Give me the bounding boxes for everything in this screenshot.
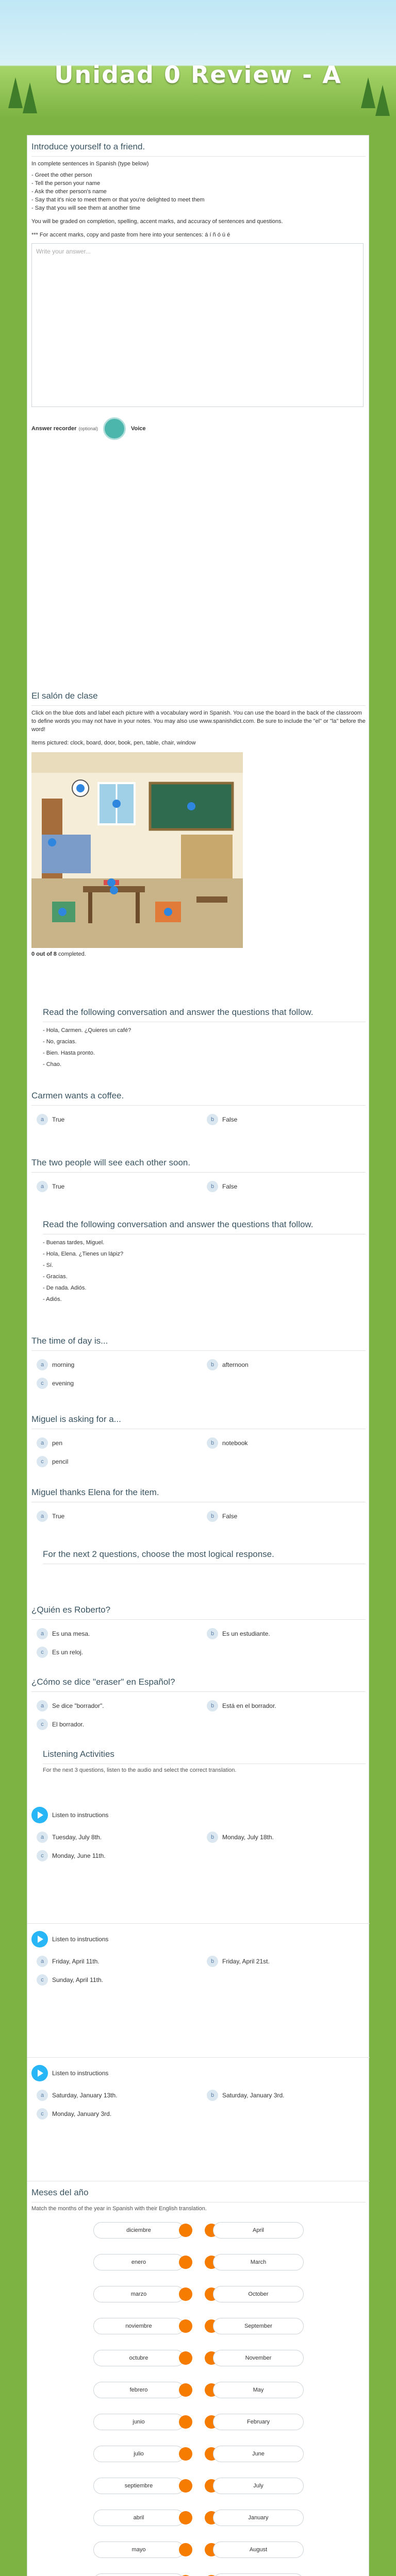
option-label: Monday, January 3rd. bbox=[52, 2110, 112, 2117]
match-left-item[interactable]: junio bbox=[93, 2414, 184, 2430]
match-row bbox=[31, 2382, 366, 2398]
page-title: Unidad 0 Review - A bbox=[54, 61, 342, 89]
question-title: For the next 2 questions, choose the most logical response. bbox=[43, 1543, 366, 1564]
play-icon[interactable] bbox=[31, 1807, 48, 1823]
question-listen-3 bbox=[27, 2057, 370, 2128]
option-label: Monday, July 18th. bbox=[222, 1834, 274, 1841]
letter-badge: b bbox=[207, 1359, 218, 1370]
question-thanks bbox=[27, 1481, 370, 1530]
option-label: pencil bbox=[52, 1458, 69, 1465]
option-label: Sunday, April 11th. bbox=[52, 1976, 103, 1984]
match-left-item[interactable]: febrero bbox=[93, 2382, 184, 2398]
option-label: Tuesday, July 8th. bbox=[52, 1834, 102, 1841]
letter-badge: c bbox=[37, 1647, 48, 1658]
match-left-item[interactable]: octubre bbox=[93, 2350, 184, 2366]
listen-button[interactable] bbox=[31, 1807, 366, 1823]
question-instructions: Click on the blue dots and label each picture with a vocabulary word in Spanish. You can use the board in the back of the classroom to define words you may not have in your notes. You may also use www.spanishdict.com. Be sure to include the "el" or "la" before the word! bbox=[31, 710, 366, 733]
match-row bbox=[31, 2286, 366, 2302]
match-left-item[interactable] bbox=[93, 2573, 184, 2576]
question-introduce bbox=[27, 135, 370, 440]
list-item: - Say that you will see them at another time bbox=[31, 205, 140, 211]
option-label: True bbox=[52, 1513, 65, 1520]
tree-decoration bbox=[375, 85, 390, 116]
option-label: True bbox=[52, 1183, 65, 1190]
letter-badge: a bbox=[37, 1628, 48, 1639]
option-label: pen bbox=[52, 1439, 63, 1447]
dialogue-line: - De nada. Adiós. bbox=[43, 1285, 87, 1291]
option-label: Es un estudiante. bbox=[222, 1630, 270, 1637]
option-label: Friday, April 11th. bbox=[52, 1958, 100, 1965]
match-right-item[interactable]: November bbox=[213, 2350, 304, 2366]
match-right-item[interactable]: February bbox=[213, 2414, 304, 2430]
question-title: El salón de clase bbox=[31, 685, 366, 706]
match-right-item[interactable]: May bbox=[213, 2382, 304, 2398]
listen-button[interactable] bbox=[31, 2065, 366, 2081]
letter-badge: a bbox=[37, 1114, 48, 1125]
letter-badge: b bbox=[207, 1700, 218, 1711]
play-icon[interactable] bbox=[31, 2065, 48, 2081]
recorder-label: Answer recorder bbox=[31, 426, 77, 432]
header-banner bbox=[0, 0, 396, 118]
match-row bbox=[31, 2541, 366, 2558]
match-connector-dot[interactable] bbox=[179, 2447, 192, 2461]
play-icon[interactable] bbox=[31, 1931, 48, 1947]
option-label: afternoon bbox=[222, 1361, 249, 1368]
instruction-note bbox=[27, 1543, 370, 1564]
question-title: Miguel is asking for a... bbox=[31, 1408, 366, 1429]
option-a[interactable] bbox=[37, 1359, 74, 1370]
letter-badge: c bbox=[37, 2108, 48, 2120]
dialogue-line: - Bien. Hasta pronto. bbox=[43, 1050, 95, 1056]
match-row bbox=[31, 2318, 366, 2334]
option-b[interactable] bbox=[207, 1359, 249, 1370]
question-instructions: Match the months of the year in Spanish with their English translation. bbox=[31, 2206, 207, 2212]
option-a[interactable] bbox=[37, 1181, 64, 1192]
question-months bbox=[27, 2181, 370, 2576]
letter-badge: b bbox=[207, 1956, 218, 1967]
option-label: False bbox=[222, 1183, 238, 1190]
match-left-item[interactable]: diciembre bbox=[93, 2222, 184, 2239]
match-row bbox=[31, 2510, 366, 2526]
conversation-two bbox=[27, 1213, 370, 1303]
question-carmen bbox=[27, 1084, 370, 1133]
option-a[interactable] bbox=[37, 1114, 64, 1125]
match-left-item[interactable]: mayo bbox=[93, 2541, 184, 2558]
letter-badge: a bbox=[37, 2090, 48, 2101]
option-b[interactable] bbox=[207, 1832, 274, 1843]
question-title: Meses del año bbox=[31, 2181, 366, 2202]
match-connector-dot[interactable] bbox=[179, 2543, 192, 2556]
question-time-of-day bbox=[27, 1330, 370, 1396]
option-a[interactable] bbox=[37, 2090, 118, 2101]
match-connector-dot[interactable] bbox=[179, 2224, 192, 2237]
match-left-item[interactable]: noviembre bbox=[93, 2318, 184, 2334]
question-classroom bbox=[27, 685, 370, 958]
letter-badge: c bbox=[37, 1456, 48, 1467]
quiz-card bbox=[27, 135, 369, 2576]
classroom-image bbox=[31, 752, 243, 948]
option-b[interactable] bbox=[207, 1700, 276, 1711]
match-row bbox=[31, 2254, 366, 2270]
question-asking-for bbox=[27, 1408, 370, 1475]
option-label: False bbox=[222, 1513, 238, 1520]
option-label: True bbox=[52, 1116, 65, 1123]
option-c[interactable] bbox=[37, 1378, 74, 1389]
list-item: - Tell the person your name bbox=[31, 180, 101, 187]
option-label: morning bbox=[52, 1361, 75, 1368]
match-right-item[interactable]: January bbox=[213, 2510, 304, 2526]
option-c[interactable] bbox=[37, 1456, 68, 1467]
letter-badge: c bbox=[37, 1974, 48, 1986]
question-instructions: In complete sentences in Spanish (type below) bbox=[31, 161, 149, 167]
option-label: Saturday, January 13th. bbox=[52, 2092, 118, 2099]
letter-badge: a bbox=[37, 1181, 48, 1192]
question-title: The time of day is... bbox=[31, 1330, 366, 1351]
option-b[interactable] bbox=[207, 1628, 270, 1639]
dialogue-line: - Hola, Elena. ¿Tienes un lápiz? bbox=[43, 1251, 124, 1257]
match-left-item[interactable]: julio bbox=[93, 2446, 184, 2462]
dialogue-line: - Adiós. bbox=[43, 1296, 62, 1302]
letter-badge: c bbox=[37, 1719, 48, 1730]
dialogue-line: - Sí. bbox=[43, 1262, 54, 1268]
option-b[interactable] bbox=[207, 1181, 237, 1192]
question-roberto bbox=[27, 1599, 370, 1665]
option-a[interactable] bbox=[37, 1956, 100, 1967]
option-label: Es un reloj. bbox=[52, 1649, 84, 1656]
listen-label: Listen to instructions bbox=[52, 1936, 109, 1943]
match-connector-dot[interactable] bbox=[179, 2256, 192, 2269]
match-right-item[interactable]: July bbox=[213, 2478, 304, 2494]
question-title: Read the following conversation and answer the questions that follow. bbox=[43, 1007, 314, 1017]
match-connector-dot[interactable] bbox=[179, 2383, 192, 2397]
listen-label: Listen to instructions bbox=[52, 1811, 109, 1819]
option-label: Saturday, January 3rd. bbox=[222, 2092, 285, 2099]
match-right-item[interactable]: April bbox=[213, 2222, 304, 2239]
answer-recorder bbox=[31, 417, 366, 440]
completion-suffix: completed. bbox=[56, 951, 86, 957]
dialogue-line: - Buenas tardes, Miguel. bbox=[43, 1240, 105, 1246]
question-listen-1 bbox=[27, 1800, 370, 1870]
section-title: Listening Activities bbox=[43, 1743, 366, 1764]
option-a[interactable] bbox=[37, 1832, 102, 1843]
letter-badge: b bbox=[207, 1832, 218, 1843]
letter-badge: a bbox=[37, 1437, 48, 1449]
match-connector-dot[interactable] bbox=[179, 2511, 192, 2524]
option-label: Monday, June 11th. bbox=[52, 1852, 106, 1859]
letter-badge: b bbox=[207, 1628, 218, 1639]
recorder-optional: (optional) bbox=[78, 426, 98, 431]
option-a[interactable] bbox=[37, 1511, 64, 1522]
letter-badge: a bbox=[37, 1511, 48, 1522]
match-left-item[interactable]: marzo bbox=[93, 2286, 184, 2302]
option-b[interactable] bbox=[207, 1114, 237, 1125]
question-eraser bbox=[27, 1671, 370, 1737]
question-title: The two people will see each other soon. bbox=[31, 1151, 366, 1173]
match-left-item[interactable]: septiembre bbox=[93, 2478, 184, 2494]
record-button[interactable] bbox=[103, 417, 126, 440]
letter-badge: a bbox=[37, 1700, 48, 1711]
option-b[interactable] bbox=[207, 2090, 285, 2101]
option-a[interactable] bbox=[37, 1628, 90, 1639]
list-item: - Greet the other person bbox=[31, 172, 92, 178]
match-connector-dot[interactable] bbox=[179, 2287, 192, 2301]
classroom-illustration bbox=[31, 752, 243, 948]
listen-label: Listen to instructions bbox=[52, 2070, 109, 2077]
conversation-one bbox=[27, 1001, 370, 1069]
option-label: Friday, April 21st. bbox=[222, 1958, 270, 1965]
match-connector-dot[interactable] bbox=[179, 2351, 192, 2365]
match-row bbox=[31, 2350, 366, 2366]
match-connector-dot[interactable] bbox=[179, 2479, 192, 2493]
match-right-item[interactable]: October bbox=[213, 2286, 304, 2302]
match-right-item[interactable]: September bbox=[213, 2318, 304, 2334]
option-c[interactable] bbox=[37, 1647, 83, 1658]
letter-badge: b bbox=[207, 1181, 218, 1192]
option-c[interactable] bbox=[37, 1719, 84, 1730]
listening-section bbox=[27, 1743, 370, 1773]
question-listen-2 bbox=[27, 1923, 370, 1994]
completion-count: 0 out of 8 bbox=[31, 951, 57, 957]
voice-label: Voice bbox=[130, 426, 146, 432]
dialogue-line: - No, gracias. bbox=[43, 1039, 77, 1045]
items-pictured: Items pictured: clock, board, door, book, pen, table, chair, window bbox=[31, 740, 196, 746]
section-instructions: For the next 3 questions, listen to the audio and select the correct translation. bbox=[43, 1767, 237, 1773]
question-title: Miguel thanks Elena for the item. bbox=[31, 1481, 366, 1502]
option-b[interactable] bbox=[207, 1437, 248, 1449]
match-left-item[interactable]: enero bbox=[93, 2254, 184, 2270]
option-label: notebook bbox=[222, 1439, 248, 1447]
option-a[interactable] bbox=[37, 1700, 104, 1711]
option-b[interactable] bbox=[207, 1956, 270, 1967]
dialogue-line: - Chao. bbox=[43, 1061, 62, 1067]
question-title: Carmen wants a coffee. bbox=[31, 1084, 366, 1106]
grading-note: You will be graded on completion, spelling, accent marks, and accuracy of sentences and questions. bbox=[31, 218, 283, 225]
question-title: ¿Cómo se dice "eraser" en Español? bbox=[31, 1671, 366, 1692]
question-see-soon bbox=[27, 1151, 370, 1200]
dialogue-line: - Hola, Carmen. ¿Quieres un café? bbox=[43, 1027, 131, 1033]
option-label: Se dice "borrador". bbox=[52, 1702, 104, 1709]
option-label: Está en el borrador. bbox=[222, 1702, 276, 1709]
question-title: Introduce yourself to a friend. bbox=[31, 135, 366, 157]
letter-badge: a bbox=[37, 1832, 48, 1843]
letter-badge: a bbox=[37, 1359, 48, 1370]
dialogue-line: - Gracias. bbox=[43, 1274, 68, 1280]
option-a[interactable] bbox=[37, 1437, 62, 1449]
list-item: - Ask the other person's name bbox=[31, 189, 107, 195]
match-row bbox=[31, 2414, 366, 2430]
letter-badge: c bbox=[37, 1850, 48, 1861]
matching-area bbox=[31, 2222, 366, 2576]
letter-badge: b bbox=[207, 1114, 218, 1125]
option-label: False bbox=[222, 1116, 238, 1123]
answer-textarea[interactable]: Write your answer... bbox=[31, 243, 364, 407]
match-row bbox=[31, 2478, 366, 2494]
option-label: evening bbox=[52, 1380, 74, 1387]
match-right-item[interactable]: March bbox=[213, 2254, 304, 2270]
match-connector-dot[interactable] bbox=[179, 2319, 192, 2333]
match-right-item[interactable] bbox=[213, 2573, 304, 2576]
letter-badge: b bbox=[207, 2090, 218, 2101]
match-connector-dot[interactable] bbox=[179, 2415, 192, 2429]
match-row bbox=[31, 2222, 366, 2239]
letter-badge: a bbox=[37, 1956, 48, 1967]
listen-button[interactable] bbox=[31, 1931, 366, 1947]
letter-badge: c bbox=[37, 1378, 48, 1389]
option-c[interactable] bbox=[37, 1850, 106, 1861]
option-label: Es una mesa. bbox=[52, 1630, 90, 1637]
accent-note: *** For accent marks, copy and paste from here into your sentences: á í ñ ó ú é bbox=[31, 232, 230, 238]
letter-badge: b bbox=[207, 1437, 218, 1449]
option-b[interactable] bbox=[207, 1511, 237, 1522]
option-c[interactable] bbox=[37, 2108, 111, 2120]
question-title: Read the following conversation and answer the questions that follow. bbox=[43, 1219, 314, 1229]
option-label: El borrador. bbox=[52, 1721, 85, 1728]
match-left-item[interactable]: abril bbox=[93, 2510, 184, 2526]
match-row bbox=[31, 2573, 366, 2576]
letter-badge: b bbox=[207, 1511, 218, 1522]
question-title: ¿Quién es Roberto? bbox=[31, 1599, 366, 1620]
match-right-item[interactable]: August bbox=[213, 2541, 304, 2558]
list-item: - Say that it's nice to meet them or that you're delighted to meet them bbox=[31, 197, 205, 203]
match-row bbox=[31, 2446, 366, 2462]
match-right-item[interactable]: June bbox=[213, 2446, 304, 2462]
option-c[interactable] bbox=[37, 1974, 103, 1986]
